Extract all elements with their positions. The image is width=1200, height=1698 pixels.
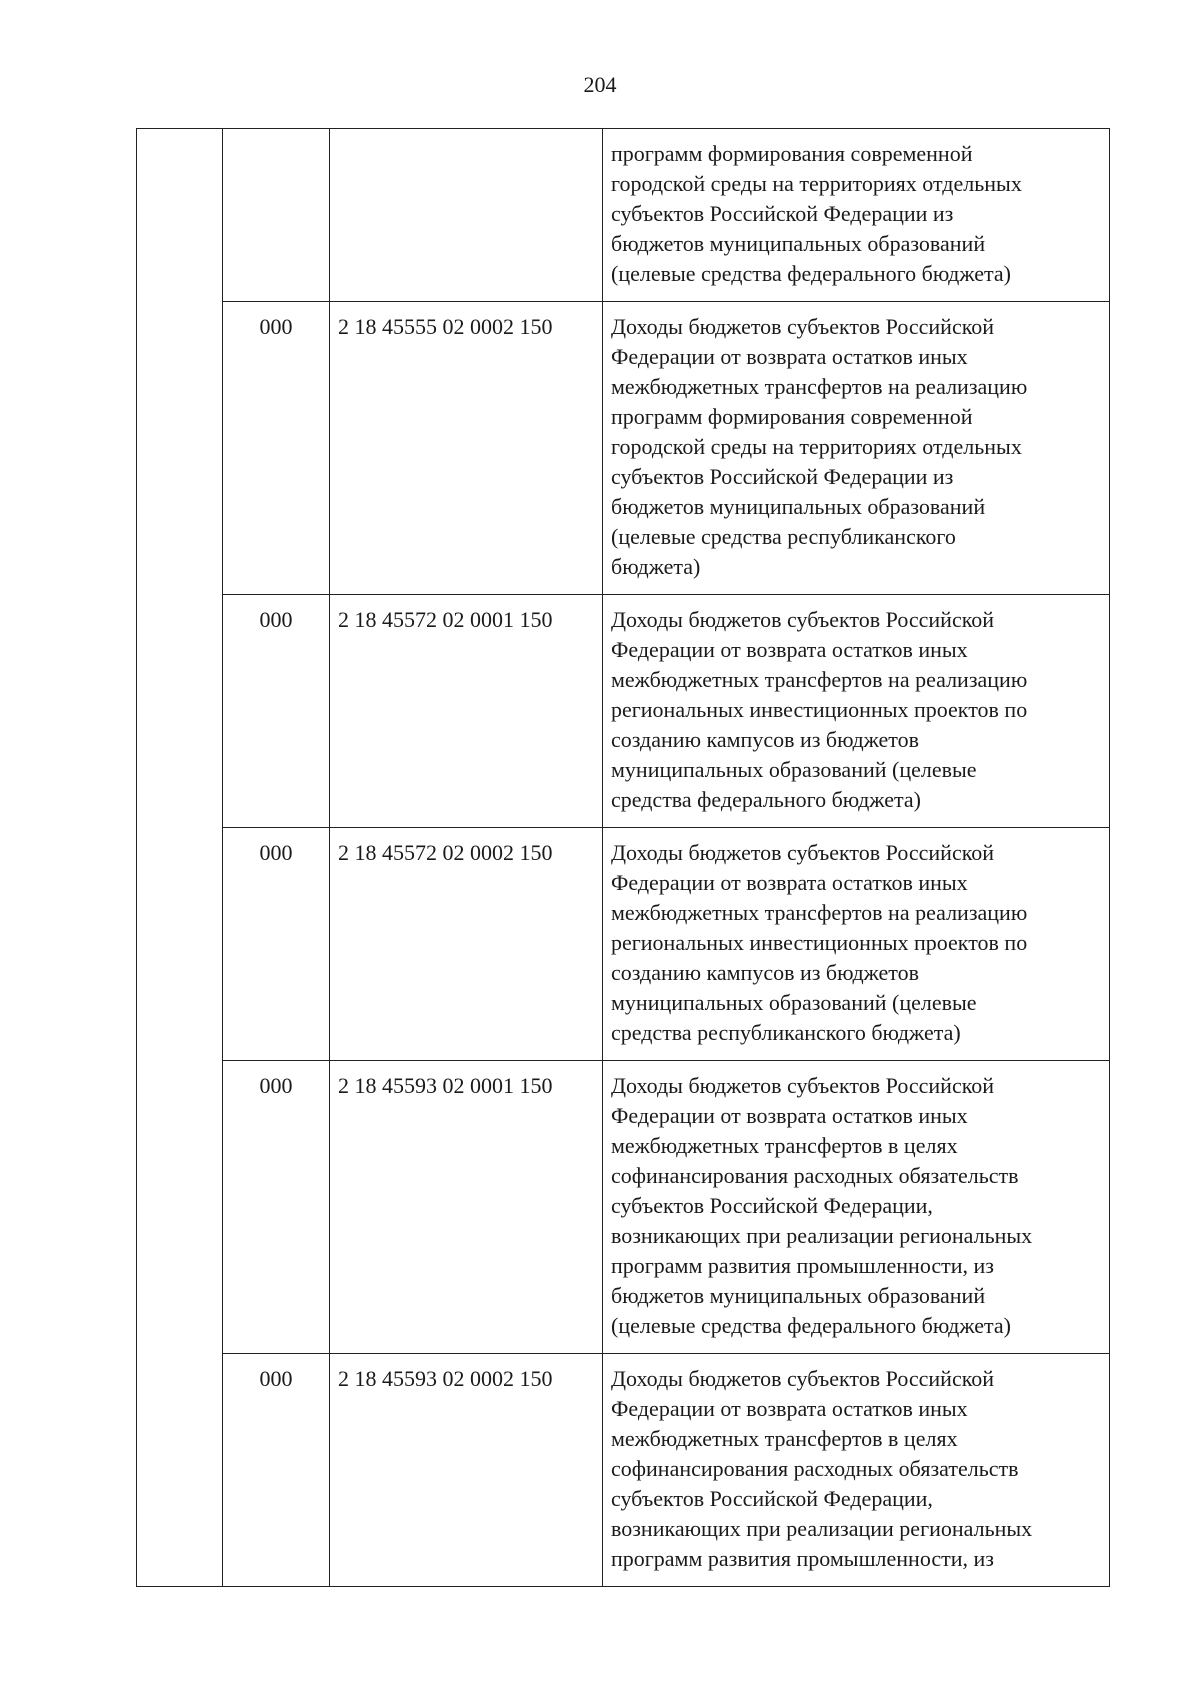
revenue-name-line: Федерации от возврата остатков иных xyxy=(611,344,968,369)
revenue-name-line: Федерации от возврата остатков иных xyxy=(611,637,968,662)
revenue-name-line: (целевые средства федерального бюджета) xyxy=(611,261,1011,286)
revenue-name-line: субъектов Российской Федерации, xyxy=(611,1193,933,1218)
revenue-name-line: бюджетов муниципальных образований xyxy=(611,494,986,519)
revenue-name-line: субъектов Российской Федерации из xyxy=(611,464,954,489)
budget-classification-code-cell: 2 18 45572 02 0002 150 xyxy=(330,828,603,1061)
revenue-name-cell xyxy=(603,1354,1110,1587)
table-row xyxy=(137,302,1110,595)
revenue-name-line: Федерации от возврата остатков иных xyxy=(611,870,968,895)
admin-code-cell: 000 xyxy=(223,302,330,595)
revenue-name-line: созданию кампусов из бюджетов xyxy=(611,960,920,985)
revenue-name-line: муниципальных образований (целевые xyxy=(611,757,977,782)
revenue-name-line: программ развития промышленности, из xyxy=(611,1546,994,1571)
page-number: 204 xyxy=(583,72,617,97)
revenue-name-cell xyxy=(603,302,1110,595)
revenue-name-line: Доходы бюджетов субъектов Российской xyxy=(611,607,995,632)
admin-code-cell: 000 xyxy=(223,595,330,828)
revenue-name-cell xyxy=(603,828,1110,1061)
revenue-name-line: городской среды на территориях отдельных xyxy=(611,171,1022,196)
revenue-name-line: Доходы бюджетов субъектов Российской xyxy=(611,1366,995,1391)
revenue-name-line: (целевые средства федерального бюджета) xyxy=(611,1313,1011,1338)
revenue-name-line: муниципальных образований (целевые xyxy=(611,990,977,1015)
revenue-codes-table xyxy=(136,128,1110,1587)
budget-classification-code-cell: 2 18 45593 02 0001 150 xyxy=(330,1061,603,1354)
revenue-name-line: средства республиканского бюджета) xyxy=(611,1020,961,1045)
table-row xyxy=(137,1354,1110,1587)
table-row xyxy=(137,1061,1110,1354)
admin-code-cell: 000 xyxy=(223,1354,330,1587)
admin-code-cell xyxy=(223,129,330,302)
revenue-name-line: межбюджетных трансфертов на реализацию xyxy=(611,374,1028,399)
revenue-name-line: субъектов Российской Федерации, xyxy=(611,1486,933,1511)
budget-classification-code-cell: 2 18 45572 02 0001 150 xyxy=(330,595,603,828)
budget-classification-code-cell xyxy=(330,129,603,302)
budget-classification-code-cell: 2 18 45593 02 0002 150 xyxy=(330,1354,603,1587)
table-body xyxy=(137,129,1110,1587)
revenue-name-line: региональных инвестиционных проектов по xyxy=(611,930,1028,955)
revenue-name-line: Федерации от возврата остатков иных xyxy=(611,1103,968,1128)
revenue-name-line: региональных инвестиционных проектов по xyxy=(611,697,1028,722)
table-row xyxy=(137,595,1110,828)
revenue-name-line: Доходы бюджетов субъектов Российской xyxy=(611,840,995,865)
admin-code-cell: 000 xyxy=(223,1061,330,1354)
revenue-name-line: Доходы бюджетов субъектов Российской xyxy=(611,314,995,339)
revenue-name-cell xyxy=(603,595,1110,828)
revenue-name-line: программ развития промышленности, из xyxy=(611,1253,994,1278)
revenue-name-line: возникающих при реализации региональных xyxy=(611,1223,1033,1248)
group-column-cell xyxy=(137,129,223,1587)
revenue-name-line: Федерации от возврата остатков иных xyxy=(611,1396,968,1421)
revenue-name-cell xyxy=(603,1061,1110,1354)
revenue-name-line: бюджета) xyxy=(611,554,701,579)
revenue-name-line: возникающих при реализации региональных xyxy=(611,1516,1033,1541)
revenue-name-line: межбюджетных трансфертов в целях xyxy=(611,1133,958,1158)
revenue-name-line: программ формирования современной xyxy=(611,141,973,166)
revenue-name-line: субъектов Российской Федерации из xyxy=(611,201,954,226)
revenue-name-line: программ формирования современной xyxy=(611,404,973,429)
admin-code-cell: 000 xyxy=(223,828,330,1061)
revenue-name-line: софинансирования расходных обязательств xyxy=(611,1456,1019,1481)
revenue-name-line: бюджетов муниципальных образований xyxy=(611,1283,986,1308)
revenue-name-line: городской среды на территориях отдельных xyxy=(611,434,1022,459)
revenue-name-cell xyxy=(603,129,1110,302)
revenue-name-line: межбюджетных трансфертов на реализацию xyxy=(611,900,1028,925)
table-row xyxy=(137,828,1110,1061)
budget-classification-code-cell: 2 18 45555 02 0002 150 xyxy=(330,302,603,595)
revenue-name-line: межбюджетных трансфертов в целях xyxy=(611,1426,958,1451)
revenue-name-line: межбюджетных трансфертов на реализацию xyxy=(611,667,1028,692)
revenue-name-line: средства федерального бюджета) xyxy=(611,787,921,812)
revenue-name-line: бюджетов муниципальных образований xyxy=(611,231,986,256)
revenue-name-line: созданию кампусов из бюджетов xyxy=(611,727,920,752)
revenue-name-line: (целевые средства республиканского xyxy=(611,524,956,549)
revenue-name-line: Доходы бюджетов субъектов Российской xyxy=(611,1073,995,1098)
table-row xyxy=(137,129,1110,302)
revenue-name-line: софинансирования расходных обязательств xyxy=(611,1163,1019,1188)
